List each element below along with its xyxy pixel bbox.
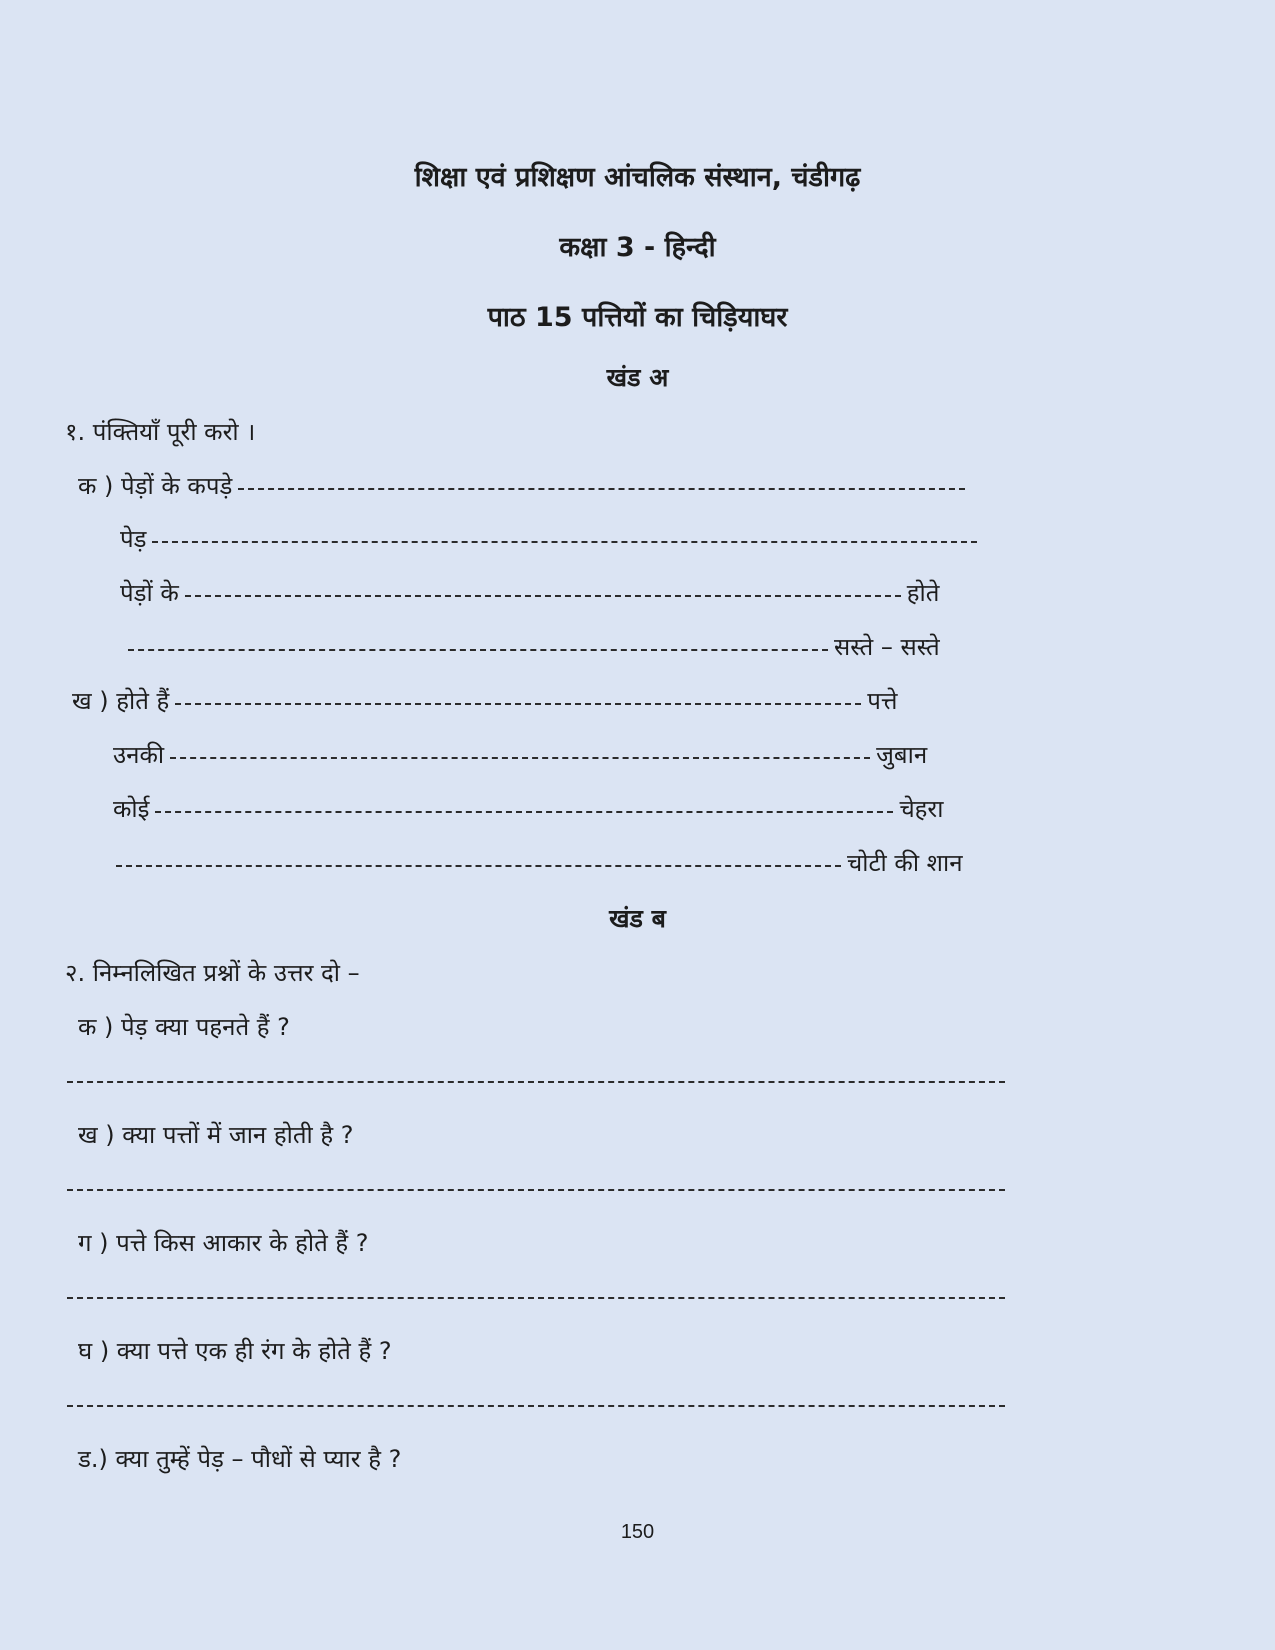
question-item: ख ) क्या पत्तों में जान होती है ? xyxy=(78,1121,354,1149)
blank-dash[interactable] xyxy=(116,865,841,867)
blank-dash[interactable] xyxy=(170,757,870,759)
question-item: घ ) क्या पत्ते एक ही रंग के होते हैं ? xyxy=(78,1337,392,1365)
fill-line-label: पेड़ों के xyxy=(120,579,179,607)
fill-line-end-word: चेहरा xyxy=(899,795,944,823)
class-subject-title: कक्षा 3 - हिन्दी xyxy=(559,232,716,263)
section-a-question: १. पंक्तियाँ पूरी करो । xyxy=(65,418,256,446)
institute-title: शिक्षा एवं प्रशिक्षण आंचलिक संस्थान, चंडीगढ़ xyxy=(414,162,861,193)
blank-dash[interactable] xyxy=(175,703,861,705)
fill-line-label: पेड़ xyxy=(120,525,147,553)
fill-line-ka xyxy=(78,470,971,502)
blank-dash[interactable] xyxy=(155,811,893,813)
blank-dash[interactable] xyxy=(152,541,977,543)
fill-line-ped xyxy=(120,523,983,555)
answer-line[interactable] xyxy=(67,1189,1005,1191)
blank-dash[interactable] xyxy=(128,649,828,651)
fill-line-end-word: होते xyxy=(906,579,940,607)
fill-line-end-word: जुबान xyxy=(876,741,928,769)
fill-line-choti xyxy=(110,847,963,879)
lesson-title: पाठ 15 पत्तियों का चिड़ियाघर xyxy=(487,302,788,333)
fill-line-label: उनकी xyxy=(113,741,165,769)
question-item: क ) पेड़ क्या पहनते हैं ? xyxy=(78,1013,290,1041)
fill-line-koi xyxy=(113,793,943,825)
page-number: 150 xyxy=(620,1521,655,1543)
section-a-title: खंड अ xyxy=(606,363,669,392)
fill-line-label: ख ) होते हैं xyxy=(72,687,170,715)
answer-line[interactable] xyxy=(67,1297,1005,1299)
answer-line[interactable] xyxy=(67,1081,1005,1083)
answer-line[interactable] xyxy=(67,1405,1005,1407)
blank-dash[interactable] xyxy=(238,488,965,490)
question-item: ड.) क्या तुम्हें पेड़ – पौधों से प्यार है ? xyxy=(78,1445,402,1473)
fill-line-end-word: पत्ते xyxy=(867,687,898,715)
section-b-title: खंड ब xyxy=(609,904,666,933)
blank-dash[interactable] xyxy=(185,595,901,597)
fill-line-end-word: सस्ते – सस्ते xyxy=(834,633,940,661)
question-item: ग ) पत्ते किस आकार के होते हैं ? xyxy=(78,1229,369,1257)
fill-line-end-word: चोटी की शान xyxy=(847,849,963,877)
fill-line-unki xyxy=(113,739,927,771)
fill-line-saste xyxy=(122,631,940,663)
fill-line-label: कोई xyxy=(113,795,150,823)
fill-line-label: क ) पेड़ों के कपड़े xyxy=(78,472,233,500)
section-b-question: २. निम्नलिखित प्रश्नों के उत्तर दो – xyxy=(65,959,360,987)
fill-line-pedon-ke xyxy=(120,577,939,609)
fill-line-kha xyxy=(72,685,898,717)
